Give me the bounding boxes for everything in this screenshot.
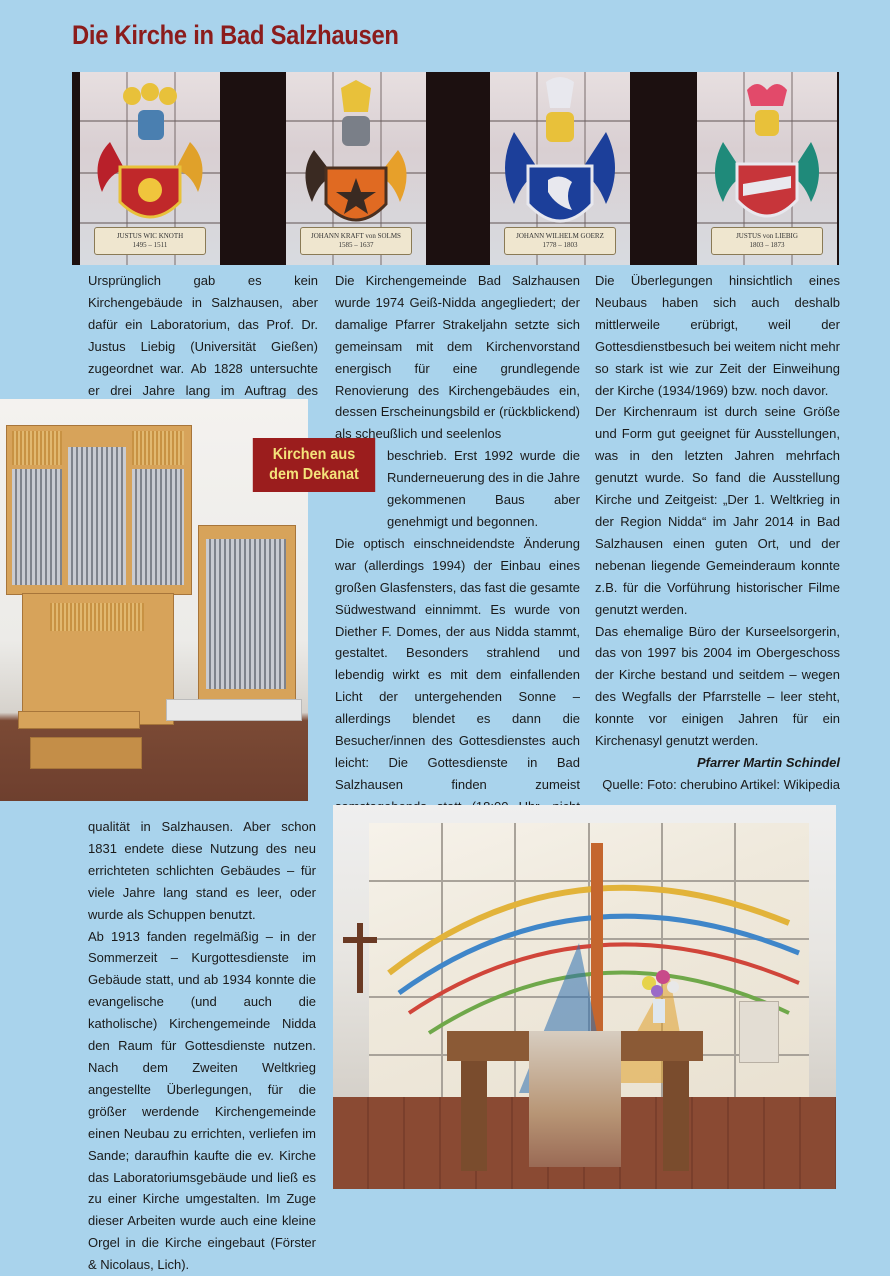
paragraph: beschrieb. Erst 1992 wurde die Runderneuerung des in die Jahre gekommenen Baus aber genehmigt und begonnen. bbox=[387, 448, 580, 529]
crest-name: JOHANN KRAFT von SOLMS bbox=[311, 232, 401, 240]
paragraph: Ab 1913 fanden regelmäßig – in der Sommerzeit – Kurgottesdienste im Gebäude statt, und ab 1934 konnte die evangelische (und auch die katholische) Kirchengemeinde Nidda den Raum für Gottesdienste nutzen. Nach dem Zweiten Weltkrieg angestellte Überlegungen, für die größer werdende Kirchengemeinde einen Neubau zu errichten, verliefen im Sande; daraufhin kaufte die ev. Kirche das Laboratoriumsgebäude und ließ es zu einer Kirche umgestalten. Im Zuge dieser Arbeiten wurde auch eine kleine Orgel in die Kirche eingebaut (Förster & Nicolaus, Lich). bbox=[88, 928, 316, 1273]
crest-label bbox=[504, 227, 616, 255]
crest-pane-1 bbox=[80, 72, 220, 265]
paragraph: Die Überlegungen hinsichtlich eines Neubaus haben sich auch deshalb mittlerweile erübrigt, weil der Gottesdienstbesuch bei weitem nicht mehr so stark ist wie zur Zeit der Einweihung der Kirche (1934/1969) bzw. noch davor. bbox=[595, 273, 840, 398]
crest-pane-2 bbox=[286, 72, 426, 265]
paragraph: Der Kirchenraum ist durch seine Größe und Form gut geeignet für Ausstellungen, was in den letzten Jahren mehrfach genutzt wurde. So fand die Ausstellung Kirche und Zeitgeist: „Der 1. Weltkrieg in der Region Nidda“ im Jahr 2014 in Bad Salzhausen einen guten Ort, und der nebenan liegende Gemeinderaum konnte z.B. für die Vorführung historischer Filme genutzt werden. bbox=[595, 404, 840, 617]
altar-cloth bbox=[529, 1031, 621, 1167]
stained-glass-photo bbox=[72, 72, 839, 265]
flower-vase-icon bbox=[629, 965, 689, 1025]
paragraph: Ursprünglich gab es kein Kirchengebäude in Salzhausen, aber dafür ein Laboratorium, das Prof. Dr. Justus Liebig (Universität Gießen) zugeordnet war. Ab 1828 untersuchte er drei Jahre lang im Auftrag des bbox=[88, 273, 318, 398]
crest-years: 1803 – 1873 bbox=[749, 241, 785, 249]
crest-years: 1778 – 1803 bbox=[542, 241, 578, 249]
column-3 bbox=[595, 270, 840, 796]
crest-label bbox=[711, 227, 823, 255]
crest-label bbox=[94, 227, 206, 255]
organ-bench bbox=[18, 711, 140, 729]
column-1-bottom bbox=[88, 816, 316, 1276]
paragraph: Die Kirchengemeinde Bad Salzhausen wurde 1974 Geiß-Nidda angegliedert; der damalige Pfarrer Strakeljahn setzte sich gemeinsam mit dem Kirchenvorstand energisch für eine grundlegende Renovierung des Kirchengebäudes ein, dessen Erscheinungsbild er (rückblickend) als scheußlich und seelenlos bbox=[335, 273, 580, 442]
church-window-photo bbox=[333, 805, 836, 1189]
paragraph: qualität in Salzhausen. Aber schon 1831 endete diese Nutzung des neu errichteten schlichten Gebäudes – für viele Jahre lang stand es leer, oder wurde als Schuppen benutzt. bbox=[88, 819, 316, 922]
paragraph: Die optisch einschneidendste Änderung war (allerdings 1994) der Einbau eines großen Glasfensters, das fast die gesamte Südwestwand einnimmt. Es wurde von Diether F. Domes, der aus Nidda stammt, gestaltet. Besonders strahlend und lebendig wirkt es mit dem einfallenden Licht der untergehenden Sonne – allerdings blendet es dann die Besucher/innen des Gottesdienstes auch leicht: Die Gottesdienste in Bad Salzhausen finden zumeist bbox=[335, 535, 580, 792]
crest-name: JOHANN WILHELM GOERZ bbox=[516, 232, 604, 240]
cross-icon bbox=[357, 923, 363, 993]
baptismal-font bbox=[739, 1001, 779, 1063]
crest-name: JUSTUS von LIEBIG bbox=[736, 232, 798, 240]
author-signature: Pfarrer Martin Schindel bbox=[696, 754, 840, 770]
source-credit: Quelle: Foto: cherubino Artikel: Wikipedia bbox=[602, 776, 840, 792]
paragraph: Das ehemalige Büro der Kurseelsorgerin, das von 1997 bis 2004 im Obergeschoss der Kirche bestand und seitdem – wegen des Wegfalls der Pfarrstelle – leer steht, konnte vor einigen Jahren für ein Kirchenasyl genutzt werden. bbox=[595, 623, 840, 749]
crest-name: JUSTUS WIC KNOTH bbox=[116, 232, 184, 240]
crest-pane-4 bbox=[697, 72, 837, 265]
crest-label bbox=[300, 227, 412, 255]
page-title: Die Kirche in Bad Salzhausen bbox=[72, 20, 399, 50]
badge-line: Kirchen aus bbox=[272, 446, 356, 463]
crest-pane-3 bbox=[490, 72, 630, 265]
crest-years: 1585 – 1637 bbox=[338, 241, 374, 249]
crest-years: 1495 – 1511 bbox=[132, 241, 168, 249]
column-2 bbox=[335, 270, 580, 840]
badge-line: dem Dekanat bbox=[269, 466, 359, 483]
